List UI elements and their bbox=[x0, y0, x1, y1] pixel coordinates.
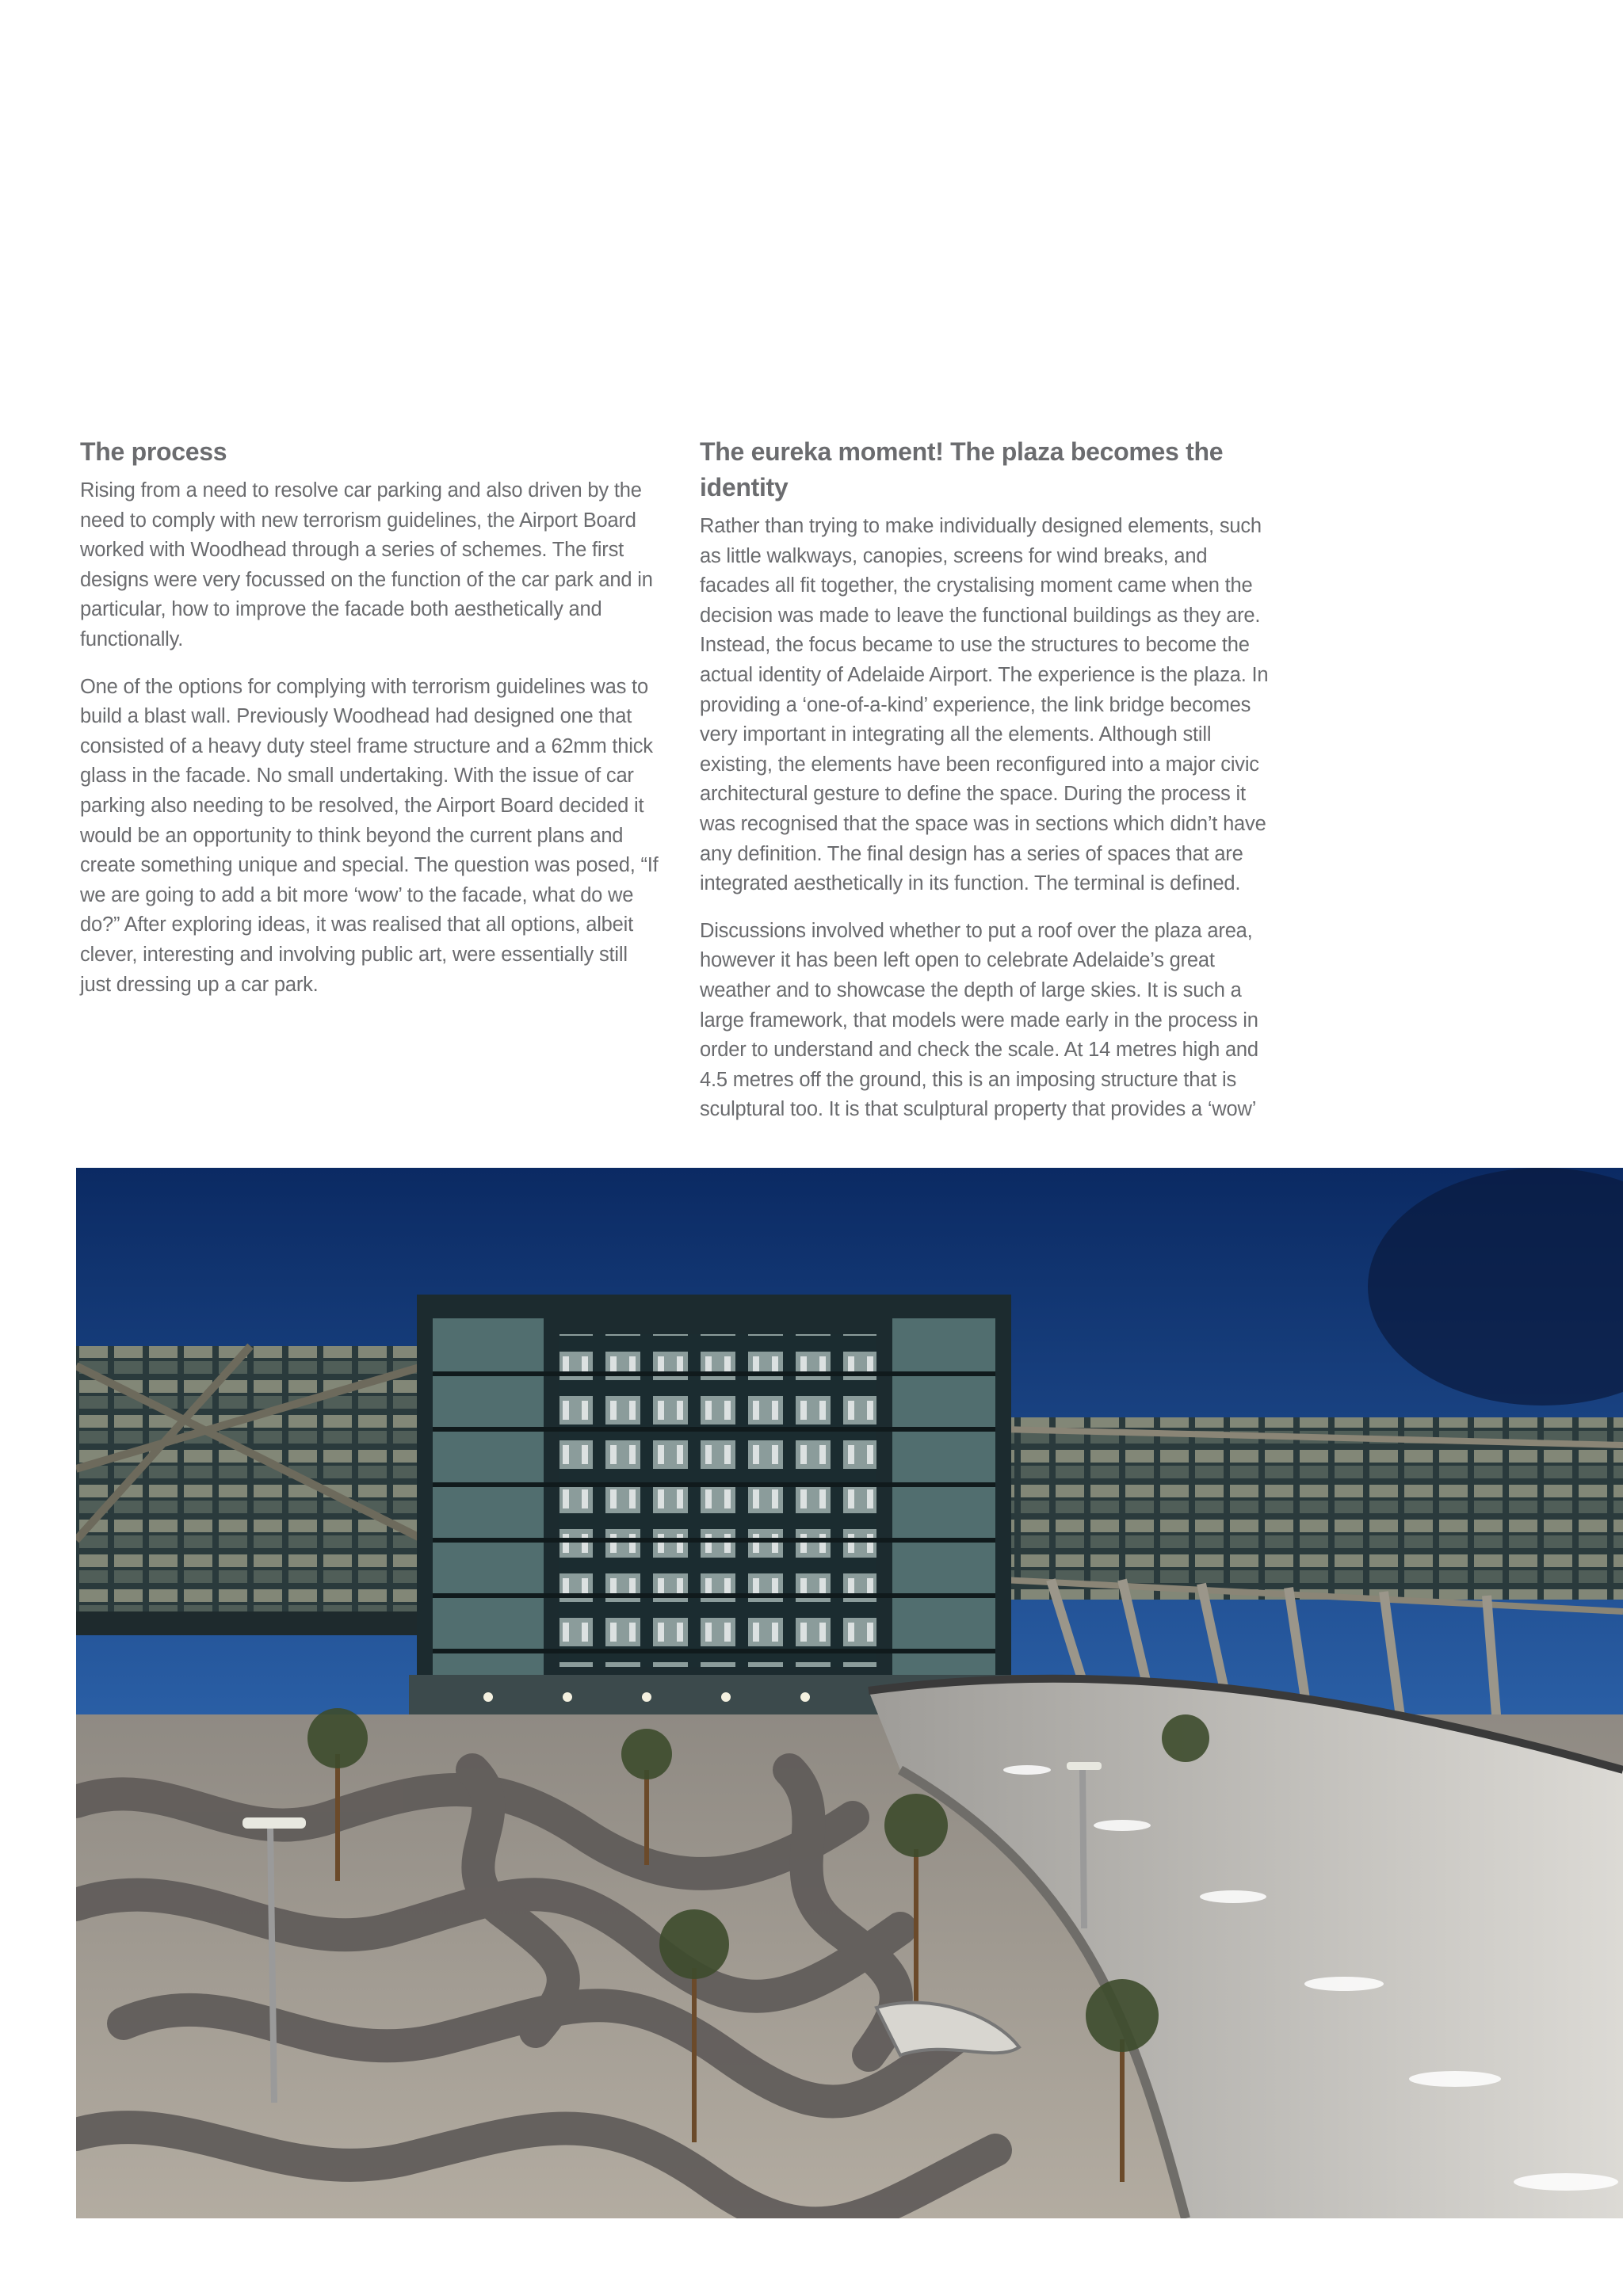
right-column bbox=[700, 434, 1270, 1142]
paragraph: Rather than trying to make individually designed elements, such as little walkways, canopies, screens for wind breaks, and facades all fit together, the crystalising moment came when the decision was made to leave the functional buildings as they are. Instead, the focus became to use the structures to become the actual identity of Adelaide Airport. The experience is the plaza. In providing a ‘one-of-a-kind’ experience, the link bridge becomes very important in integrating all the elements. Although still existing, the elements have been reconfigured into a major civic architectural gesture to define the space. During the process it was recognised that the space was in sections which didn’t have any definition. The final design has a series of spaces that are integrated aesthetically in its function. The terminal is defined. bbox=[700, 515, 1269, 895]
paragraph: One of the options for complying with terrorism guidelines was to build a blast wall. Previously Woodhead had designed one that consisted of a heavy duty steel frame structure and a 62mm thick glass in the facade. No small undertaking. With the issue of car parking also needing to be resolved, the Airport Board decided it would be an opportunity to think beyond the current plans and create something unique and special. The question was posed, “If we are going to add a bit more ‘wow’ to the facade, what do we do?” After exploring ideas, it was realised that all options, albeit clever, interesting and involving public art, were essentially still just dressing up a car park. bbox=[80, 675, 659, 996]
airport-plaza-photo bbox=[76, 1168, 1623, 2218]
paragraph: Discussions involved whether to put a roof over the plaza area, however it has been left open to celebrate Adelaide’s great weather and to showcase the depth of large skies. It is such a large framework, that models were made early in the process in order to understand and check the scale. At 14 metres high and 4.5 metres off the ground, this is an imposing structure that is sculptural too. It is that sculptural property that provides a ‘wow’ bbox=[700, 919, 1258, 1121]
section-heading-process: The process bbox=[80, 437, 227, 466]
paragraph: Rising from a need to resolve car parking and also driven by the need to comply with new terrorism guidelines, the Airport Board worked with Woodhead through a series of schemes. The first designs were very focussed on the function of the car park and in particular, how to improve the facade both aesthetically and functionally. bbox=[80, 479, 653, 650]
plaza-illustration bbox=[76, 1168, 1623, 2218]
section-heading-eureka: The eureka moment! The plaza becomes the identity bbox=[700, 437, 1224, 502]
left-column bbox=[80, 434, 659, 1017]
